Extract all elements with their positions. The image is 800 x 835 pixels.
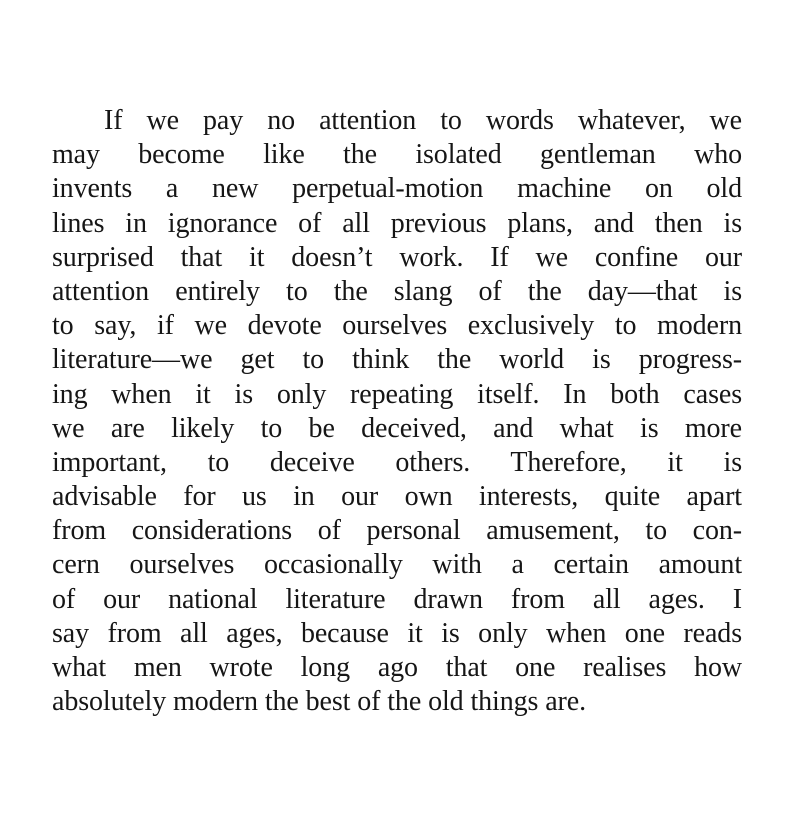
paragraph-line: may become like the isolated gentleman who [52,139,742,171]
paragraph-line: attention entirely to the slang of the day—that is [52,275,742,307]
paragraph-line: of our national literature drawn from all ages. I [52,583,742,615]
paragraph-line: important, to deceive others. Therefore, it is [52,446,742,478]
paragraph-line: absolutely modern the best of the old things are. [52,686,586,718]
paragraph-line: If we pay no attention to words whatever, we [104,105,742,136]
body-paragraph [52,104,742,719]
paragraph-line: from considerations of personal amusement, to con- [52,515,742,547]
paragraph-line: surprised that it doesn’t work. If we confine our [52,241,742,273]
paragraph-line: invents a new perpetual-motion machine on old [52,173,742,205]
paragraph-line: we are likely to be deceived, and what is more [52,412,742,444]
paragraph-line: literature—we get to think the world is progress- [52,344,742,376]
paragraph-line: say from all ages, because it is only when one reads [52,617,742,649]
paragraph-line: advisable for us in our own interests, quite apart [52,481,742,513]
paragraph-line: cern ourselves occasionally with a certain amount [52,549,742,581]
paragraph-line: what men wrote long ago that one realises how [52,652,742,683]
paragraph-line: lines in ignorance of all previous plans, and then is [52,207,742,239]
paragraph-line: ing when it is only repeating itself. In both cases [52,378,742,410]
paragraph-line: to say, if we devote ourselves exclusively to modern [52,310,742,342]
